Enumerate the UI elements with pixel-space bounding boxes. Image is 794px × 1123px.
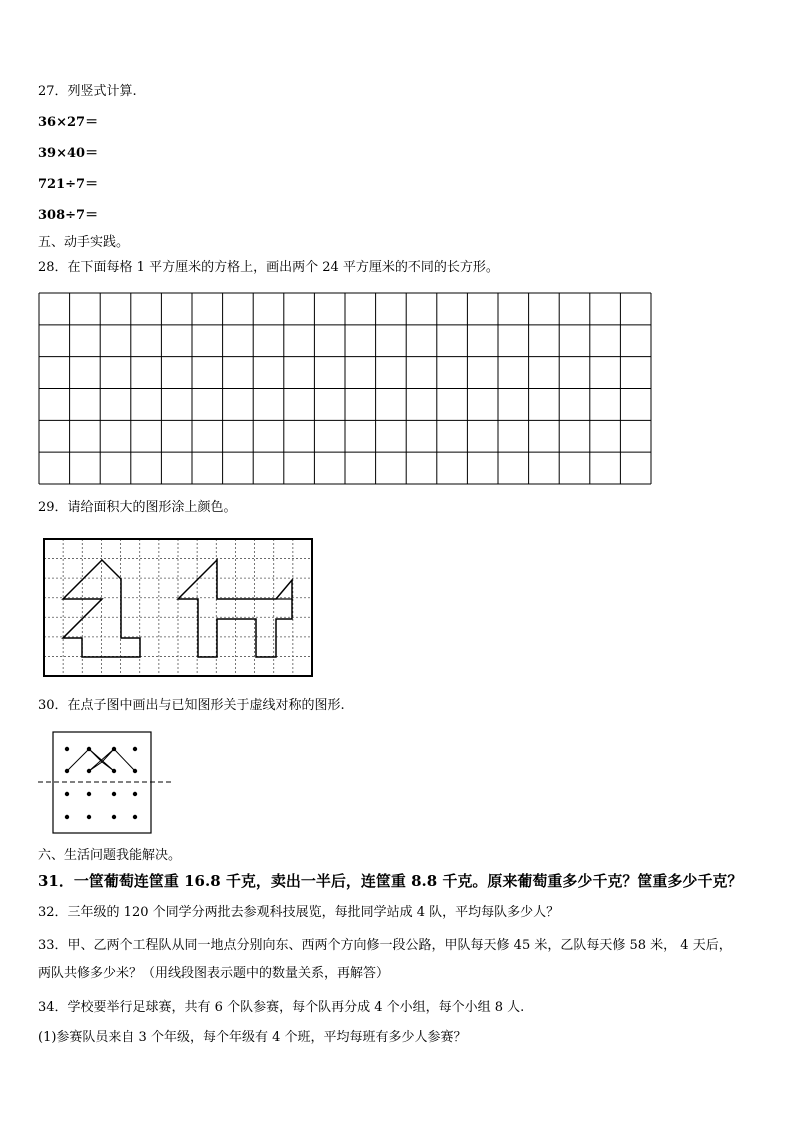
q31-text: 31．一筐葡萄连筐重 16.8 千克，卖出一半后，连筐重 8.8 千克。原来葡萄重多少千克？筐重多少千克？	[38, 872, 743, 890]
q27-item-4: 308÷7＝	[38, 208, 99, 223]
section5-title: 五、动手实践。	[38, 235, 130, 250]
q32-text: 32．三年级的 120 个同学分两批去参观科技展览，每批同学站成 4 队，平均每队多少人？	[38, 905, 560, 920]
q33-line1: 33．甲、乙两个工程队从同一地点分别向东、西两个方向修一段公路，甲队每天修 45 米，乙队每天修 58 米， 4 天后，	[38, 938, 732, 953]
q34-sub1: (1)参赛队员来自 3 个年级，每个年级有 4 个班，平均每班有多少人参赛？	[38, 1030, 467, 1045]
q30-text: 30．在点子图中画出与已知图形关于虚线对称的图形.	[38, 698, 345, 713]
q28-text: 28．在下面每格 1 平方厘米的方格上，画出两个 24 平方厘米的不同的长方形。	[38, 260, 499, 275]
section6-title: 六、生活问题我能解决。	[38, 848, 182, 863]
q29-shape-grid[interactable]	[42, 537, 314, 679]
q27-item-3: 721÷7＝	[38, 177, 99, 192]
q27-item-2: 39×40＝	[38, 146, 99, 161]
q33-line2: 两队共修多少米？（用线段图表示题中的数量关系，再解答）	[38, 966, 390, 981]
q30-dot-diagram[interactable]	[38, 731, 172, 835]
q29-shape-right[interactable]	[178, 560, 292, 657]
q30-given-shape	[67, 749, 135, 771]
q29-text: 29．请给面积大的图形涂上颜色。	[38, 500, 237, 515]
q27-item-1: 36×27＝	[38, 115, 99, 130]
q28-square-grid[interactable]	[38, 292, 652, 485]
q34-text: 34．学校要举行足球赛，共有 6 个队参赛，每个队再分成 4 个小组，每个小组 8 人.	[38, 1000, 525, 1015]
q27-title: 27．列竖式计算.	[38, 84, 137, 99]
